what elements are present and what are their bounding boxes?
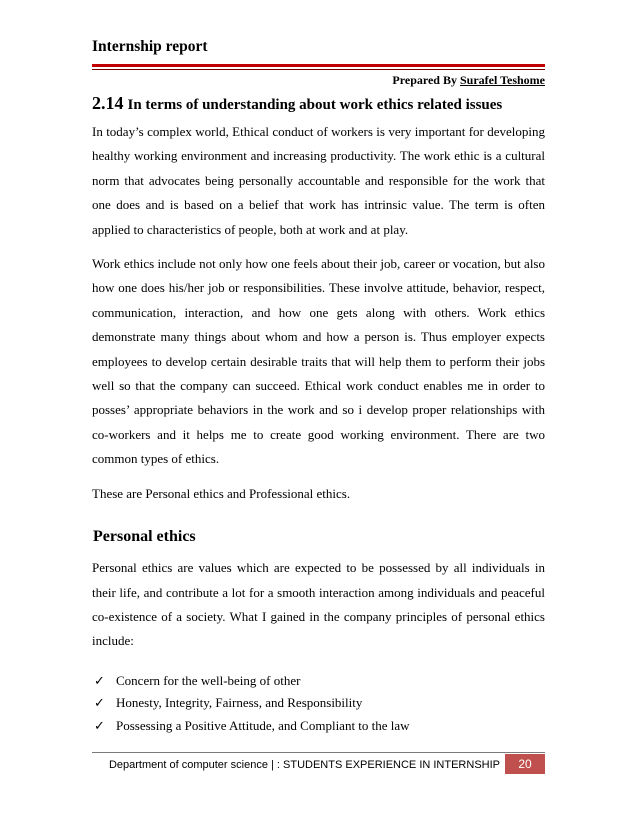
report-header-title: Internship report xyxy=(92,38,208,55)
header-rule-thick xyxy=(92,64,545,67)
paragraph-intro: In today’s complex world, Ethical conduct of workers is very important for developing healthy working environment and increasing productivity. The work ethic is a cultural norm that advocates being personally accountable and responsible for the work that one does and is based on a belief that work has intrinsic value. The term is often applied to characteristics of people, both at work and at play. xyxy=(92,124,545,237)
list-item xyxy=(94,715,545,738)
list-item-text: Honesty, Integrity, Fairness, and Responsibility xyxy=(116,695,363,711)
prepared-by-line xyxy=(392,73,545,88)
check-icon: ✓ xyxy=(94,718,105,734)
page-number-badge: 20 xyxy=(505,754,545,774)
personal-ethics-list xyxy=(94,670,545,738)
footer-text: Department of computer science | : STUDENTS EXPERIENCE IN INTERNSHIP xyxy=(108,759,500,771)
list-item xyxy=(94,692,545,715)
author-name: Surafel Teshome xyxy=(459,73,545,87)
paragraph-work-ethics: Work ethics include not only how one feels about their job, career or vocation, but also how one does his/her job or responsibilities. These involve attitude, behavior, respect, communication, interaction, and how one gets along with others. Work ethics demonstrate many things about whom and how a person is. Thus employer expects employees to develop certain desirable traits that will help them to perform their jobs well so that the company can succeed. Ethical work conduct enables me in order to posses’ appropriate behaviors in the work and so i develop proper relationships with co-workers and it helps me to create good working environment. There are two common types of ethics. xyxy=(92,256,545,467)
list-item-text: Possessing a Positive Attitude, and Compliant to the law xyxy=(116,717,410,733)
check-icon: ✓ xyxy=(94,673,105,689)
page-content xyxy=(92,92,545,737)
list-item xyxy=(94,670,545,693)
personal-ethics-heading: Personal ethics xyxy=(93,528,196,546)
prepared-by-prefix: Prepared By xyxy=(392,73,460,87)
paragraph-personal-ethics: Personal ethics are values which are expected to be possessed by all individuals in their life, and contribute a lot for a smooth interaction among individuals and peaceful co-existence of a society. What I gained in the company principles of personal ethics include: xyxy=(92,560,545,649)
section-heading xyxy=(92,92,545,116)
section-number: 2.14 xyxy=(92,93,124,113)
section-title: In terms of understanding about work ethics related issues xyxy=(127,97,503,113)
check-icon: ✓ xyxy=(94,696,105,712)
header-rule-thin xyxy=(92,69,545,70)
footer-rule xyxy=(92,752,545,753)
paragraph-ethics-types: These are Personal ethics and Professional ethics. xyxy=(92,485,351,501)
list-item-text: Concern for the well-being of other xyxy=(116,672,301,688)
